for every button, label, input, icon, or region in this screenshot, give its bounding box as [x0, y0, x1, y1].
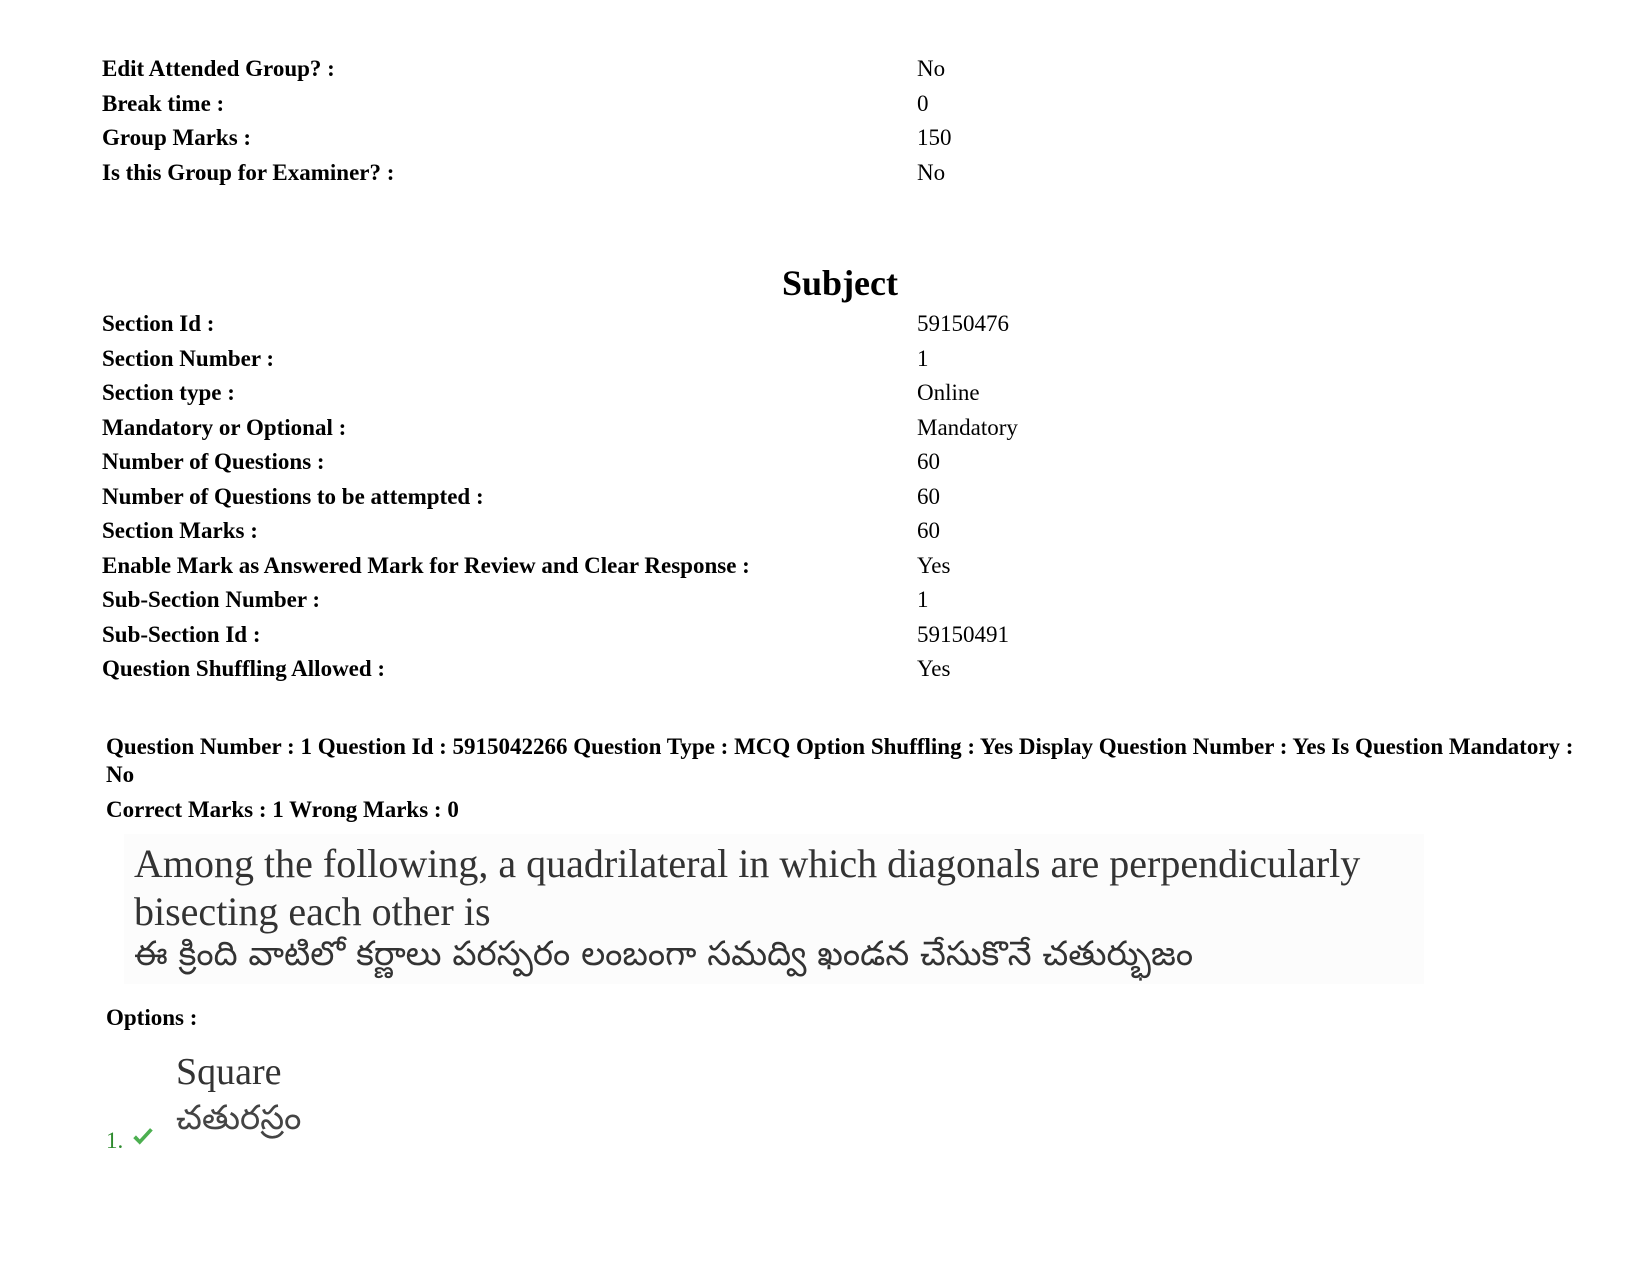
group-info-row: [102, 56, 1502, 91]
section-info: [102, 311, 1502, 691]
group-info-row: [102, 160, 1502, 195]
option-number: 1.: [106, 1128, 124, 1153]
option-item[interactable]: [106, 1044, 506, 1154]
check-icon: [130, 1124, 156, 1150]
section-info-row: [102, 380, 1502, 415]
field-value: Mandatory: [917, 414, 1018, 440]
field-value: 150: [917, 125, 952, 150]
question-text-english-line1: Among the following, a quadrilateral in which diagonals are perpendicularly: [134, 841, 1361, 886]
field-value: 60: [917, 518, 940, 543]
field-label: Mandatory or Optional :: [102, 414, 347, 440]
field-label: Section Number :: [102, 345, 275, 371]
field-label: Number of Questions :: [102, 449, 325, 474]
options-label: Options :: [106, 1005, 198, 1030]
field-value: 59150476: [917, 311, 1009, 336]
field-label: Section Marks :: [102, 518, 258, 543]
field-label: Enable Mark as Answered Mark for Review and Clear Response :: [102, 552, 750, 578]
field-value: 0: [917, 90, 929, 116]
field-label: Edit Attended Group? :: [102, 56, 335, 81]
field-label: Sub-Section Number :: [102, 587, 321, 612]
subject-heading: Subject: [782, 263, 898, 303]
section-info-row: [102, 518, 1502, 553]
field-value: 59150491: [917, 621, 1009, 647]
field-label: Question Shuffling Allowed :: [102, 656, 386, 681]
field-value: Yes: [917, 656, 951, 681]
field-value: 60: [917, 483, 940, 509]
field-label: Group Marks :: [102, 125, 252, 150]
field-value: 1: [917, 345, 929, 371]
option-text-image: [166, 1044, 486, 1154]
section-info-row: [102, 622, 1502, 657]
field-value: Online: [917, 380, 980, 405]
section-info-row: [102, 587, 1502, 622]
question-text-english-line2: bisecting each other is: [134, 889, 491, 934]
field-label: Number of Questions to be attempted :: [102, 483, 484, 509]
section-info-row: [102, 484, 1502, 519]
option-text-english: Square: [176, 1051, 282, 1093]
field-label: Sub-Section Id :: [102, 621, 261, 647]
field-value: No: [917, 159, 946, 185]
question-text-telugu: ఈ క్రింది వాటిలో కర్ణాలు పరస్పరం లంబంగా సమద్వి ఖండన చేసుకొనే చతుర్భుజం: [134, 934, 1194, 974]
section-info-row: [102, 656, 1502, 691]
group-info-row: [102, 125, 1502, 160]
section-info-row: [102, 553, 1502, 588]
field-label: Is this Group for Examiner? :: [102, 159, 395, 185]
field-label: Section Id :: [102, 311, 215, 336]
section-info-row: [102, 346, 1502, 381]
question-text-image: [124, 834, 1424, 984]
question-marks: Correct Marks : 1 Wrong Marks : 0: [106, 797, 459, 822]
option-text-telugu: చతురస్రం: [176, 1098, 302, 1138]
group-info-row: [102, 91, 1502, 126]
section-info-row: [102, 415, 1502, 450]
section-info-row: [102, 449, 1502, 484]
field-value: 1: [917, 587, 929, 612]
field-value: 60: [917, 449, 940, 474]
field-value: Yes: [917, 552, 951, 578]
field-value: No: [917, 56, 946, 81]
field-label: Break time :: [102, 90, 225, 116]
field-label: Section type :: [102, 380, 235, 405]
section-info-row: [102, 311, 1502, 346]
group-info: [102, 56, 1502, 194]
question-header: Question Number : 1 Question Id : 5915042266 Question Type : MCQ Option Shuffling : Yes Display Question Number : Yes Is Question Mandatory : No: [106, 734, 1574, 787]
